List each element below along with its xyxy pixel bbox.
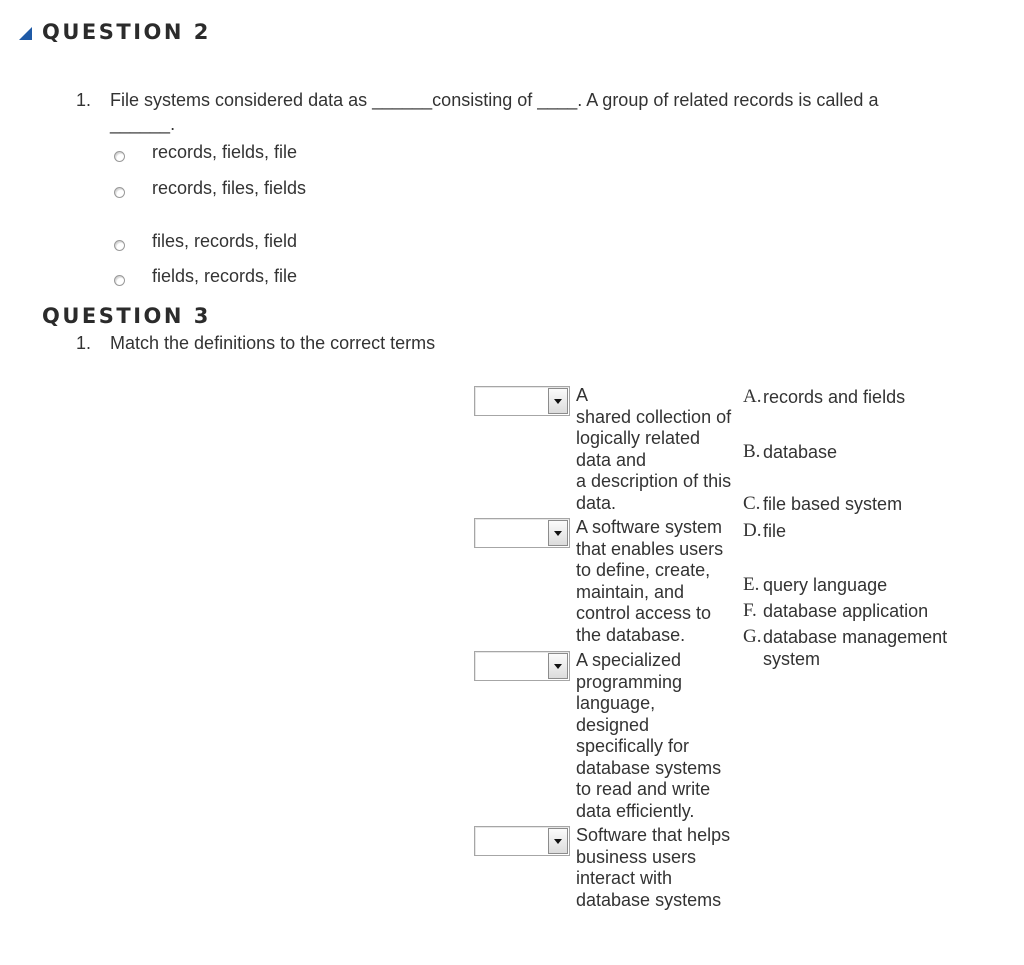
answer-b-letter: B. — [743, 441, 761, 462]
option-1-label[interactable]: records, fields, file — [152, 142, 298, 162]
definition-3-line: to read and write — [576, 779, 711, 799]
option-3-radio[interactable] — [114, 240, 125, 251]
dropdown-button[interactable] — [548, 388, 568, 414]
chevron-down-icon — [554, 399, 562, 404]
definition-3-line: database systems — [576, 757, 722, 778]
question-2-number: 1. — [76, 90, 92, 110]
definition-4-line: Software that helps — [576, 825, 731, 845]
answer-a-text: records and fields — [763, 387, 906, 407]
chevron-down-icon — [554, 531, 562, 536]
definition-4-line: interact with — [576, 868, 673, 888]
collapse-triangle-icon[interactable] — [19, 27, 32, 40]
option-4-row[interactable] — [114, 275, 125, 286]
definition-3-line: designed — [576, 714, 650, 735]
question-2-text: File systems considered data as ______consisting of ____. A group of related records is called a — [110, 90, 879, 110]
option-1-radio[interactable] — [114, 151, 125, 162]
answer-g-text-line: system — [763, 649, 821, 669]
definition-3-line: programming — [576, 671, 683, 692]
answer-a-letter: A. — [743, 386, 762, 407]
match-select-3[interactable] — [474, 651, 570, 681]
match-select-4[interactable] — [474, 826, 570, 856]
definition-2-line: maintain, and — [576, 581, 685, 602]
answer-c-text: file based system — [763, 494, 903, 514]
option-4-label[interactable]: fields, records, file — [152, 266, 298, 286]
definition-4-line: database systems — [576, 889, 722, 910]
answer-d-letter: D. — [743, 520, 762, 541]
definition-2-line: to define, create, — [576, 560, 711, 580]
definition-1 — [576, 385, 741, 514]
answer-f-letter: F. — [743, 600, 757, 621]
option-2-radio[interactable] — [114, 187, 125, 198]
answer-g-letter: G. — [743, 626, 762, 647]
definition-4-line: business users — [576, 846, 697, 867]
answer-e-letter: E. — [743, 574, 760, 595]
dropdown-button[interactable] — [548, 828, 568, 854]
question-3-prompt: Match the definitions to the correct terms — [110, 333, 436, 353]
answer-c-letter: C. — [743, 493, 761, 514]
option-2-row[interactable] — [114, 187, 125, 198]
definition-4 — [576, 825, 741, 911]
match-select-2[interactable] — [474, 518, 570, 548]
answer-g-text — [763, 626, 947, 670]
question-2-text-continued: ______. — [110, 114, 176, 134]
answer-b-text: database — [763, 442, 838, 462]
definition-1-line: A — [576, 385, 589, 405]
definition-1-line: a description of this — [576, 471, 732, 491]
definition-3-line: language, — [576, 693, 656, 713]
definition-1-line: logically related — [576, 428, 701, 448]
dropdown-button[interactable] — [548, 653, 568, 679]
option-4-radio[interactable] — [114, 275, 125, 286]
option-2-label[interactable]: records, files, fields — [152, 178, 307, 198]
definition-1-line: data. — [576, 492, 617, 513]
option-3-label[interactable]: files, records, field — [152, 231, 298, 251]
answer-d-text: file — [763, 521, 787, 541]
question-3-number: 1. — [76, 333, 92, 353]
match-select-1[interactable] — [474, 386, 570, 416]
definition-2-line: that enables users — [576, 538, 724, 559]
dropdown-button[interactable] — [548, 520, 568, 546]
definition-2-line: the database. — [576, 624, 686, 645]
definition-2-line: A software system — [576, 517, 723, 537]
definition-3-line: specifically for — [576, 736, 690, 756]
chevron-down-icon — [554, 664, 562, 669]
answer-e-text: query language — [763, 575, 888, 595]
option-1-row[interactable] — [114, 151, 125, 162]
definition-1-line: data and — [576, 449, 647, 470]
question-3-heading: QUESTION 3 — [42, 304, 211, 328]
definition-3 — [576, 650, 741, 822]
definition-1-line: shared collection of — [576, 406, 732, 427]
definition-3-line: A specialized — [576, 650, 682, 670]
definition-3-line: data efficiently. — [576, 800, 695, 821]
definition-2-line: control access to — [576, 603, 712, 623]
definition-2 — [576, 517, 741, 646]
chevron-down-icon — [554, 839, 562, 844]
option-3-row[interactable] — [114, 240, 125, 251]
answer-g-text-line: database management — [763, 627, 948, 647]
answer-f-text: database application — [763, 601, 929, 621]
question-2-heading: QUESTION 2 — [42, 20, 211, 44]
